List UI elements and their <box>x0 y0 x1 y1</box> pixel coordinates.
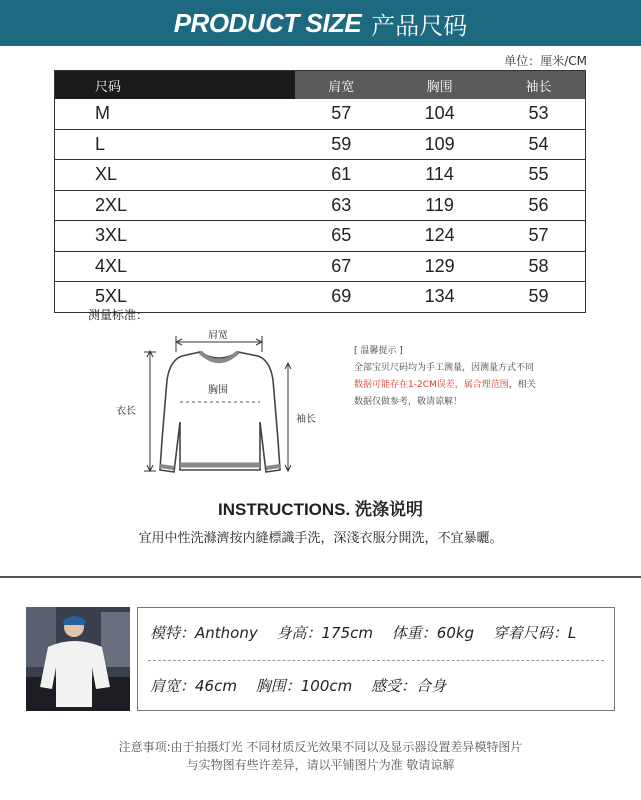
header-sleeve: 袖长 <box>492 71 585 100</box>
cell-shoulder: 67 <box>295 251 387 282</box>
cell-chest: 129 <box>387 251 492 282</box>
cell-size: 4XL <box>55 251 296 282</box>
cell-size: XL <box>55 160 296 191</box>
cell-sleeve: 59 <box>492 282 585 313</box>
cell-sleeve: 58 <box>492 251 585 282</box>
model-line2 <box>150 675 446 696</box>
cell-chest: 134 <box>387 282 492 313</box>
model-weight: 体重：60kg <box>391 624 475 642</box>
cell-sleeve: 55 <box>492 160 585 191</box>
size-table <box>54 70 586 313</box>
cell-size: 3XL <box>55 221 296 252</box>
shoulder-text: 肩宽 <box>208 330 228 341</box>
cell-shoulder: 59 <box>295 129 387 160</box>
cell-shoulder: 57 <box>295 99 387 129</box>
cell-chest: 124 <box>387 221 492 252</box>
table-row <box>55 251 586 282</box>
table-row <box>55 160 586 191</box>
tips-box <box>354 343 536 411</box>
tips-line3: 数据仅做参考，敬请谅解！ <box>354 397 463 407</box>
cell-chest: 109 <box>387 129 492 160</box>
header-shoulder: 肩宽 <box>295 71 387 100</box>
header-size: 尺码 <box>55 71 296 100</box>
cell-size: M <box>55 99 296 129</box>
cell-shoulder: 65 <box>295 221 387 252</box>
sleeve-text: 袖长 <box>296 414 316 425</box>
model-chest: 胸围：100cm <box>255 677 353 695</box>
table-row <box>55 129 586 160</box>
footer-note <box>0 738 641 774</box>
model-dash-divider <box>148 660 604 661</box>
cell-sleeve: 56 <box>492 190 585 221</box>
header-chest: 胸围 <box>387 71 492 100</box>
cell-sleeve: 53 <box>492 99 585 129</box>
cell-size: L <box>55 129 296 160</box>
cell-size: 2XL <box>55 190 296 221</box>
cell-chest: 114 <box>387 160 492 191</box>
tips-line2-tail: ，相关 <box>508 380 536 390</box>
sweater-diagram <box>110 330 340 480</box>
table-row <box>55 99 586 129</box>
table-row <box>55 221 586 252</box>
cell-shoulder: 63 <box>295 190 387 221</box>
cell-size: 5XL <box>55 282 296 313</box>
cell-sleeve: 54 <box>492 129 585 160</box>
cell-shoulder: 61 <box>295 160 387 191</box>
model-shoulder: 肩宽：46cm <box>150 677 237 695</box>
model-info-box <box>137 607 615 711</box>
instructions-text: 宜用中性洗滌濟按内縫標識手洗，深淺衣服分開洗，不宜暴曬。 <box>138 531 503 546</box>
note-line2: 与实物图有些许差异，请以平铺图片为准 敬请谅解 <box>186 758 455 772</box>
cell-chest: 104 <box>387 99 492 129</box>
cell-sleeve: 57 <box>492 221 585 252</box>
model-height: 身高：175cm <box>276 624 373 642</box>
instructions-title: INSTRUCTIONS. 洗涤说明 <box>218 500 423 519</box>
unit-label: 单位：厘米/CM <box>504 54 587 68</box>
tips-line2 <box>354 377 536 394</box>
model-line1 <box>150 622 576 643</box>
cell-shoulder: 69 <box>295 282 387 313</box>
model-name: 模特：Anthony <box>150 624 258 642</box>
model-photo <box>26 607 130 711</box>
banner-title-en: PRODUCT SIZE <box>173 7 362 38</box>
length-text: 衣长 <box>116 406 136 417</box>
model-size: 穿着尺码：L <box>492 624 577 642</box>
table-header-row <box>55 71 586 100</box>
model-feel: 感受：合身 <box>371 677 447 695</box>
table-row <box>55 190 586 221</box>
note-line1: 注意事项:由于拍摄灯光 不同材质反光效果不同以及显示器设置差异模特图片 <box>118 740 523 754</box>
tips-line1: 全部宝贝尺码均为手工测量，因测量方式不同 <box>354 363 535 373</box>
tips-title: [ 温馨提示 ] <box>354 346 403 356</box>
divider <box>0 576 641 578</box>
sweater-shape <box>160 352 280 472</box>
chest-text: 胸围 <box>208 385 228 396</box>
tips-line2-red: 数据可能存在1-2CM误差，属合理范围 <box>354 380 509 390</box>
measure-label: 测量标准： <box>88 308 149 322</box>
banner-title-cn: 产品尺码 <box>371 11 468 40</box>
title-banner <box>0 0 641 46</box>
cell-chest: 119 <box>387 190 492 221</box>
